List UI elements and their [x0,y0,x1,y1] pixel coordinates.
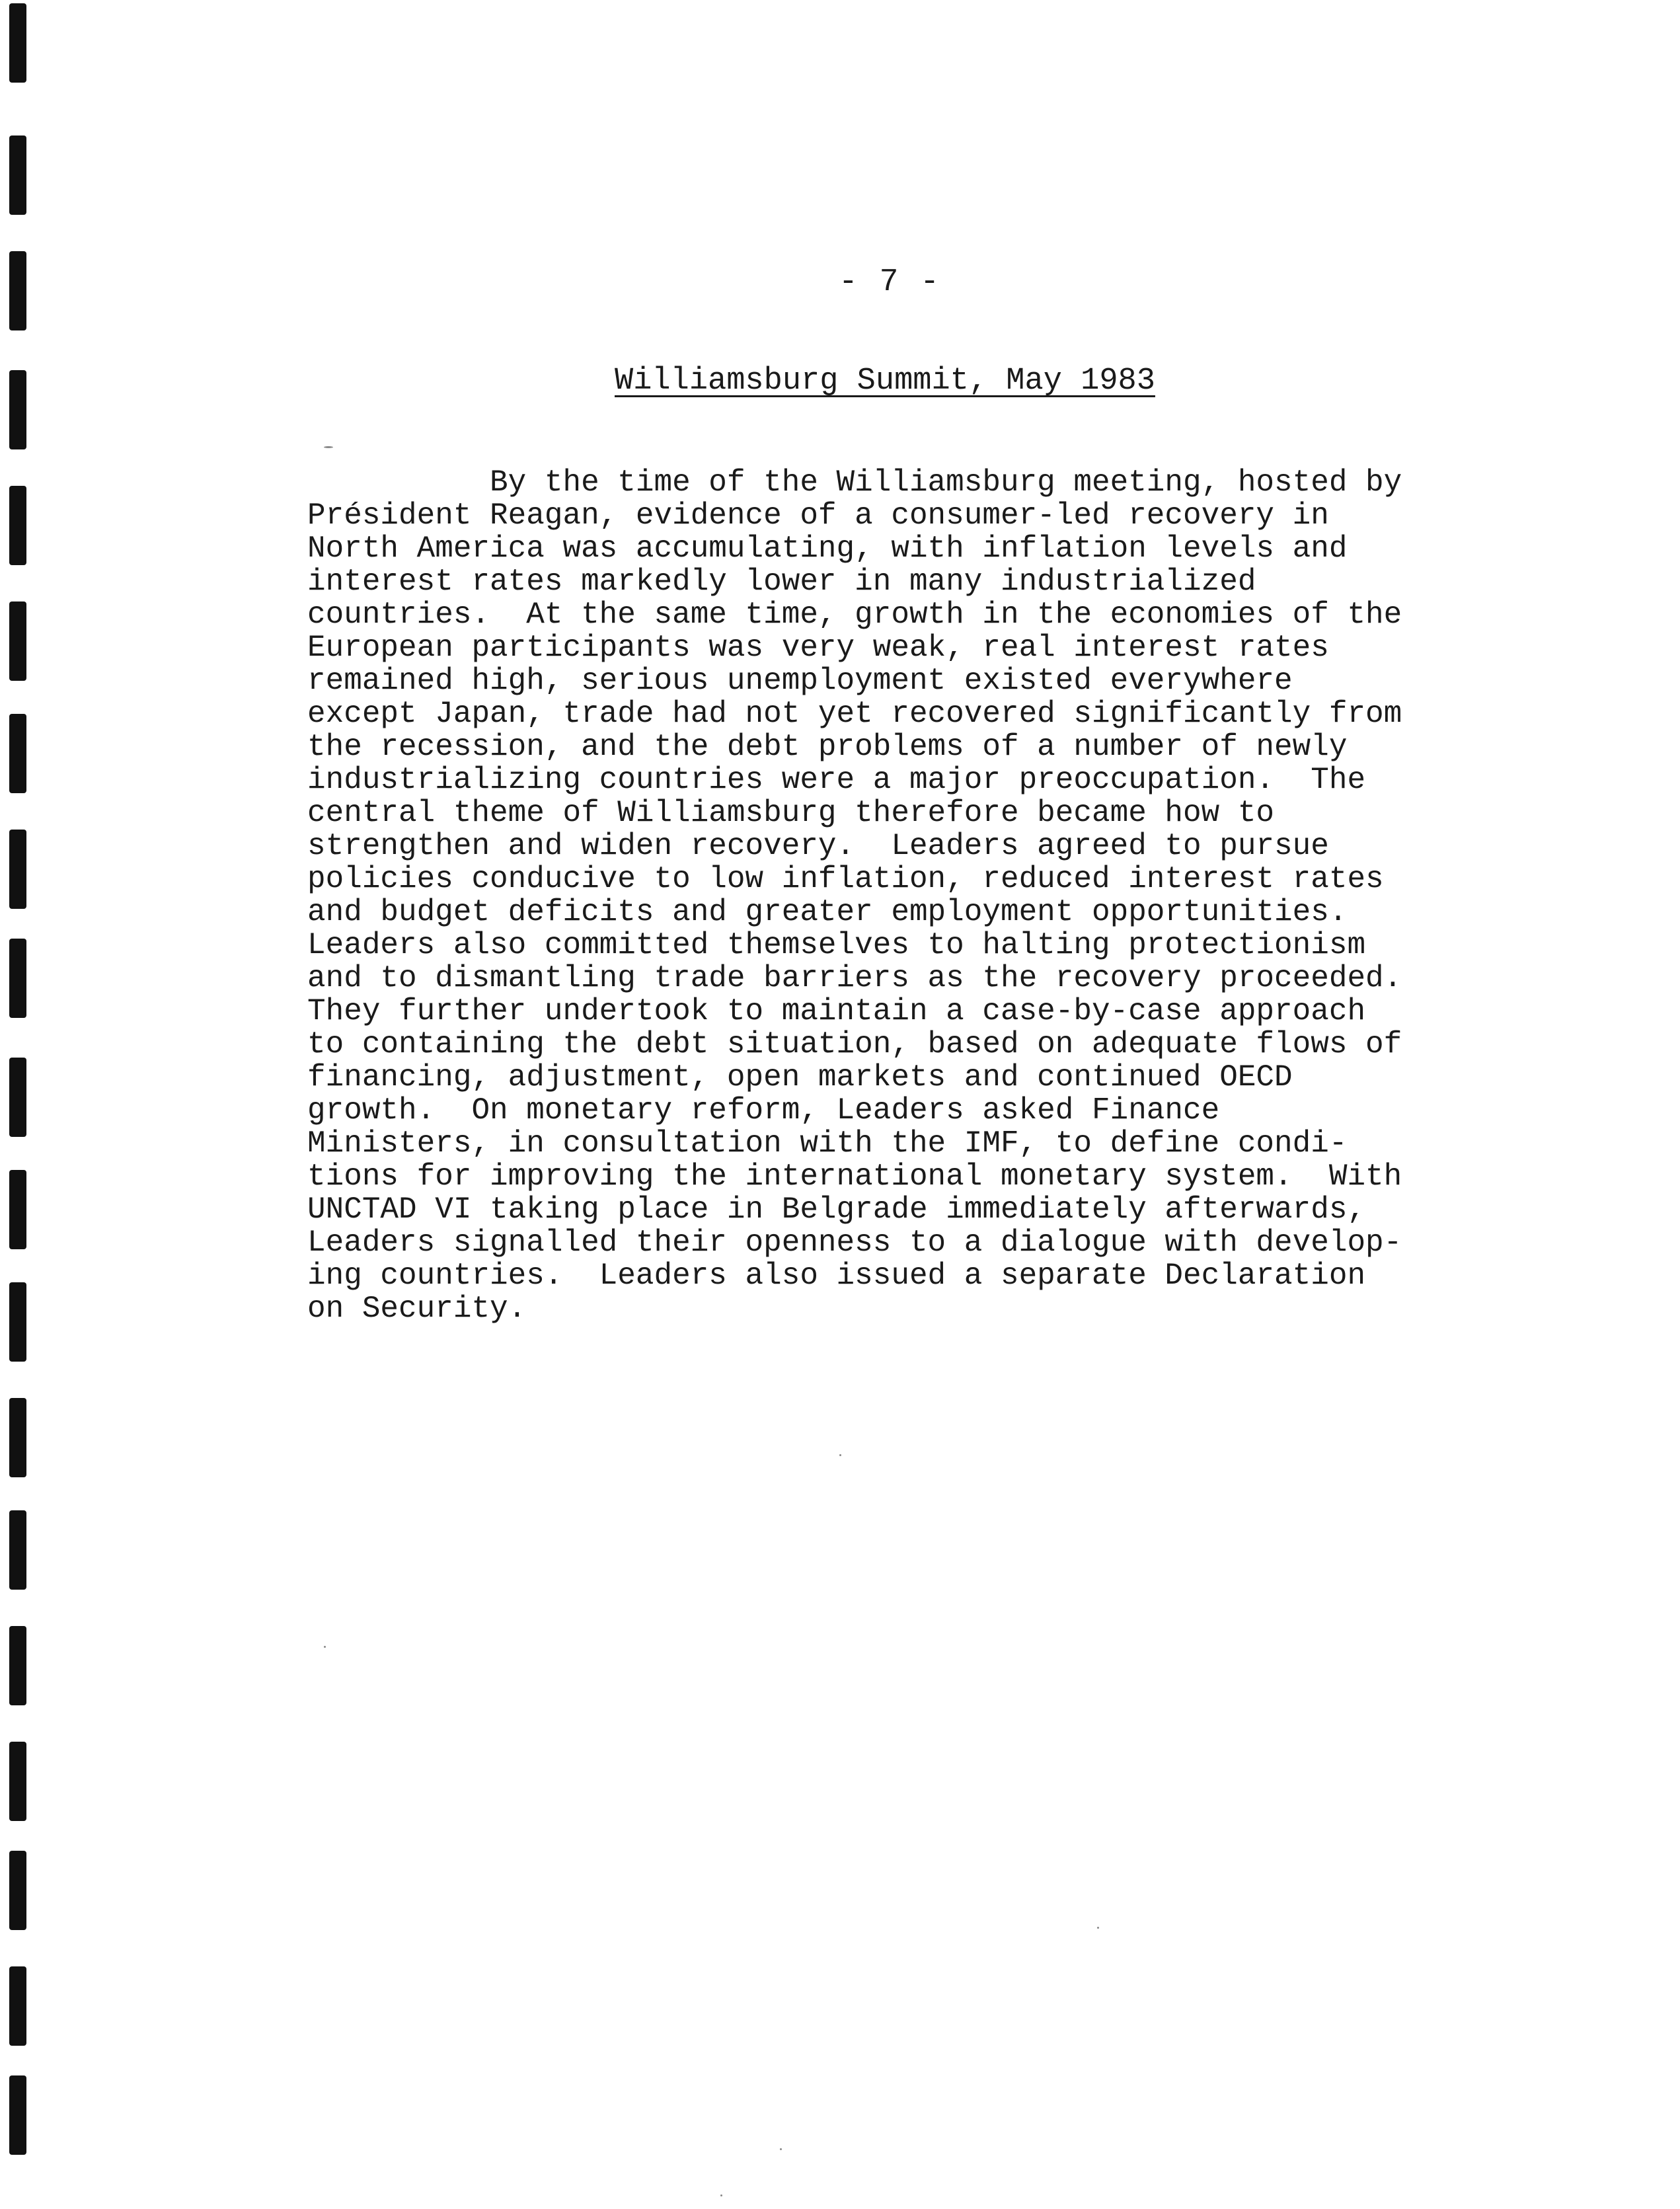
binding-hole [9,1626,26,1705]
binding-hole [9,1851,26,1930]
scan-speck [324,446,333,448]
body-line: North America was accumulating, with inflation levels and [307,531,1348,566]
binding-hole [9,1742,26,1821]
scan-speck [720,2194,722,2196]
body-line: UNCTAD VI taking place in Belgrade immediately afterwards, [307,1192,1366,1227]
body-line: policies conducive to low inflation, reduced interest rates [307,862,1384,896]
body-line: Leaders also committed themselves to halting protectionism [307,928,1366,962]
binding-hole [9,136,26,215]
body-line: interest rates markedly lower in many industrialized [307,564,1256,599]
scan-speck [1097,1927,1099,1929]
body-line: They further undertook to maintain a case-by-case approach [307,994,1366,1028]
body-line: By the time of the Williamsburg meeting, hosted by [307,465,1402,500]
scan-speck [324,1646,326,1648]
binding-hole [9,939,26,1018]
binding-hole [9,1058,26,1137]
body-line: Leaders signalled their openness to a dialogue with develop- [307,1225,1402,1260]
body-line: central theme of Williamsburg therefore became how to [307,796,1275,830]
body-line: the recession, and the debt problems of a number of newly [307,730,1348,764]
binding-hole [9,714,26,793]
body-line: Ministers, in consultation with the IMF, to define condi- [307,1126,1348,1161]
page-number: - 7 - [838,264,941,300]
binding-hole [9,1966,26,2046]
body-line: strengthen and widen recovery. Leaders agreed to pursue [307,829,1329,863]
body-paragraph [307,466,1497,1325]
body-line: to containing the debt situation, based on adequate flows of [307,1027,1402,1062]
binding-hole [9,601,26,681]
body-line: and to dismantling trade barriers as the recovery proceeded. [307,961,1402,995]
scan-speck [780,2148,782,2150]
binding-hole [9,1398,26,1477]
binding-hole [9,2075,26,2155]
binding-hole [9,1170,26,1249]
document-title: Williamsburg Summit, May 1983 [615,364,1155,399]
body-line: except Japan, trade had not yet recovered significantly from [307,697,1402,731]
binding-hole [9,1282,26,1362]
body-line: countries. At the same time, growth in the economies of the [307,598,1402,632]
scan-speck [839,1454,841,1456]
binding-holes [9,0,36,2209]
body-line: and budget deficits and greater employment opportunities. [307,895,1348,929]
body-line: on Security. [307,1292,527,1326]
body-line: growth. On monetary reform, Leaders asked Finance [307,1093,1220,1128]
body-line: financing, adjustment, open markets and continued OECD [307,1060,1293,1095]
binding-hole [9,830,26,909]
body-line: European participants was very weak, real interest rates [307,631,1329,665]
binding-hole [9,370,26,449]
binding-hole [9,1510,26,1590]
body-line: ing countries. Leaders also issued a separate Declaration [307,1259,1366,1293]
binding-hole [9,3,26,83]
body-line: Président Reagan, evidence of a consumer-led recovery in [307,498,1329,533]
binding-hole [9,486,26,565]
body-line: remained high, serious unemployment existed everywhere [307,664,1293,698]
body-line: tions for improving the international monetary system. With [307,1159,1402,1194]
body-line: industrializing countries were a major preoccupation. The [307,763,1366,797]
